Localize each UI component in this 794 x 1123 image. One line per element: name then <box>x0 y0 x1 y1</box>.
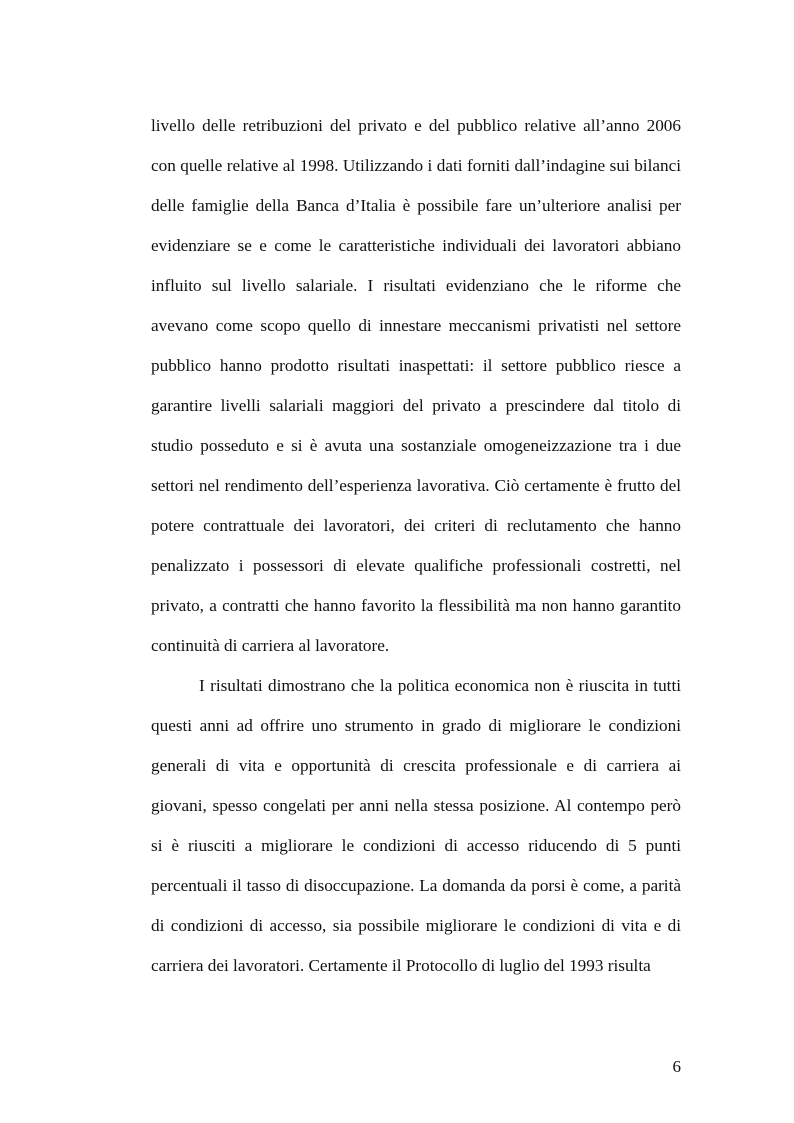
paragraph-continuation: livello delle retribuzioni del privato e del pubblico relative all’anno 2006 con quelle relative al 1998. Utilizzando i dati forniti dall’indagine sui bilanci delle famiglie della Banca d’Italia è possibile fare un’ulteriore analisi per evidenziare se e come le caratteristiche individuali dei lavoratori abbiano influito sul livello salariale. I risultati evidenziano che le riforme che avevano come scopo quello di innestare meccanismi privatisti nel settore pubblico hanno prodotto risultati inaspettati: il settore pubblico riesce a garantire livelli salariali maggiori del privato a prescindere dal titolo di studio posseduto e si è avuta una sostanziale omogeneizzazione tra i due settori nel rendimento dell’esperienza lavorativa. Ciò certamente è frutto del potere contrattuale dei lavoratori, dei criteri di reclutamento che hanno penalizzato i possessori di elevate qualifiche professionali costretti, nel privato, a contratti che hanno favorito la flessibilità ma non hanno garantito continuità di carriera al lavoratore. <box>151 116 681 655</box>
page-number: 6 <box>672 1057 681 1076</box>
body-text <box>151 106 681 986</box>
paragraph-results: I risultati dimostrano che la politica economica non è riuscita in tutti questi anni ad offrire uno strumento in grado di migliorare le condizioni generali di vita e opportunità di crescita professionale e di carriera ai giovani, spesso congelati per anni nella stessa posizione. Al contempo però si è riusciti a migliorare le condizioni di accesso riducendo di 5 punti percentuali il tasso di disoccupazione. La domanda da porsi è come, a parità di condizioni di accesso, sia possibile migliorare le condizioni di vita e di carriera dei lavoratori. Certamente il Protocollo di luglio del 1993 risulta <box>151 676 681 975</box>
